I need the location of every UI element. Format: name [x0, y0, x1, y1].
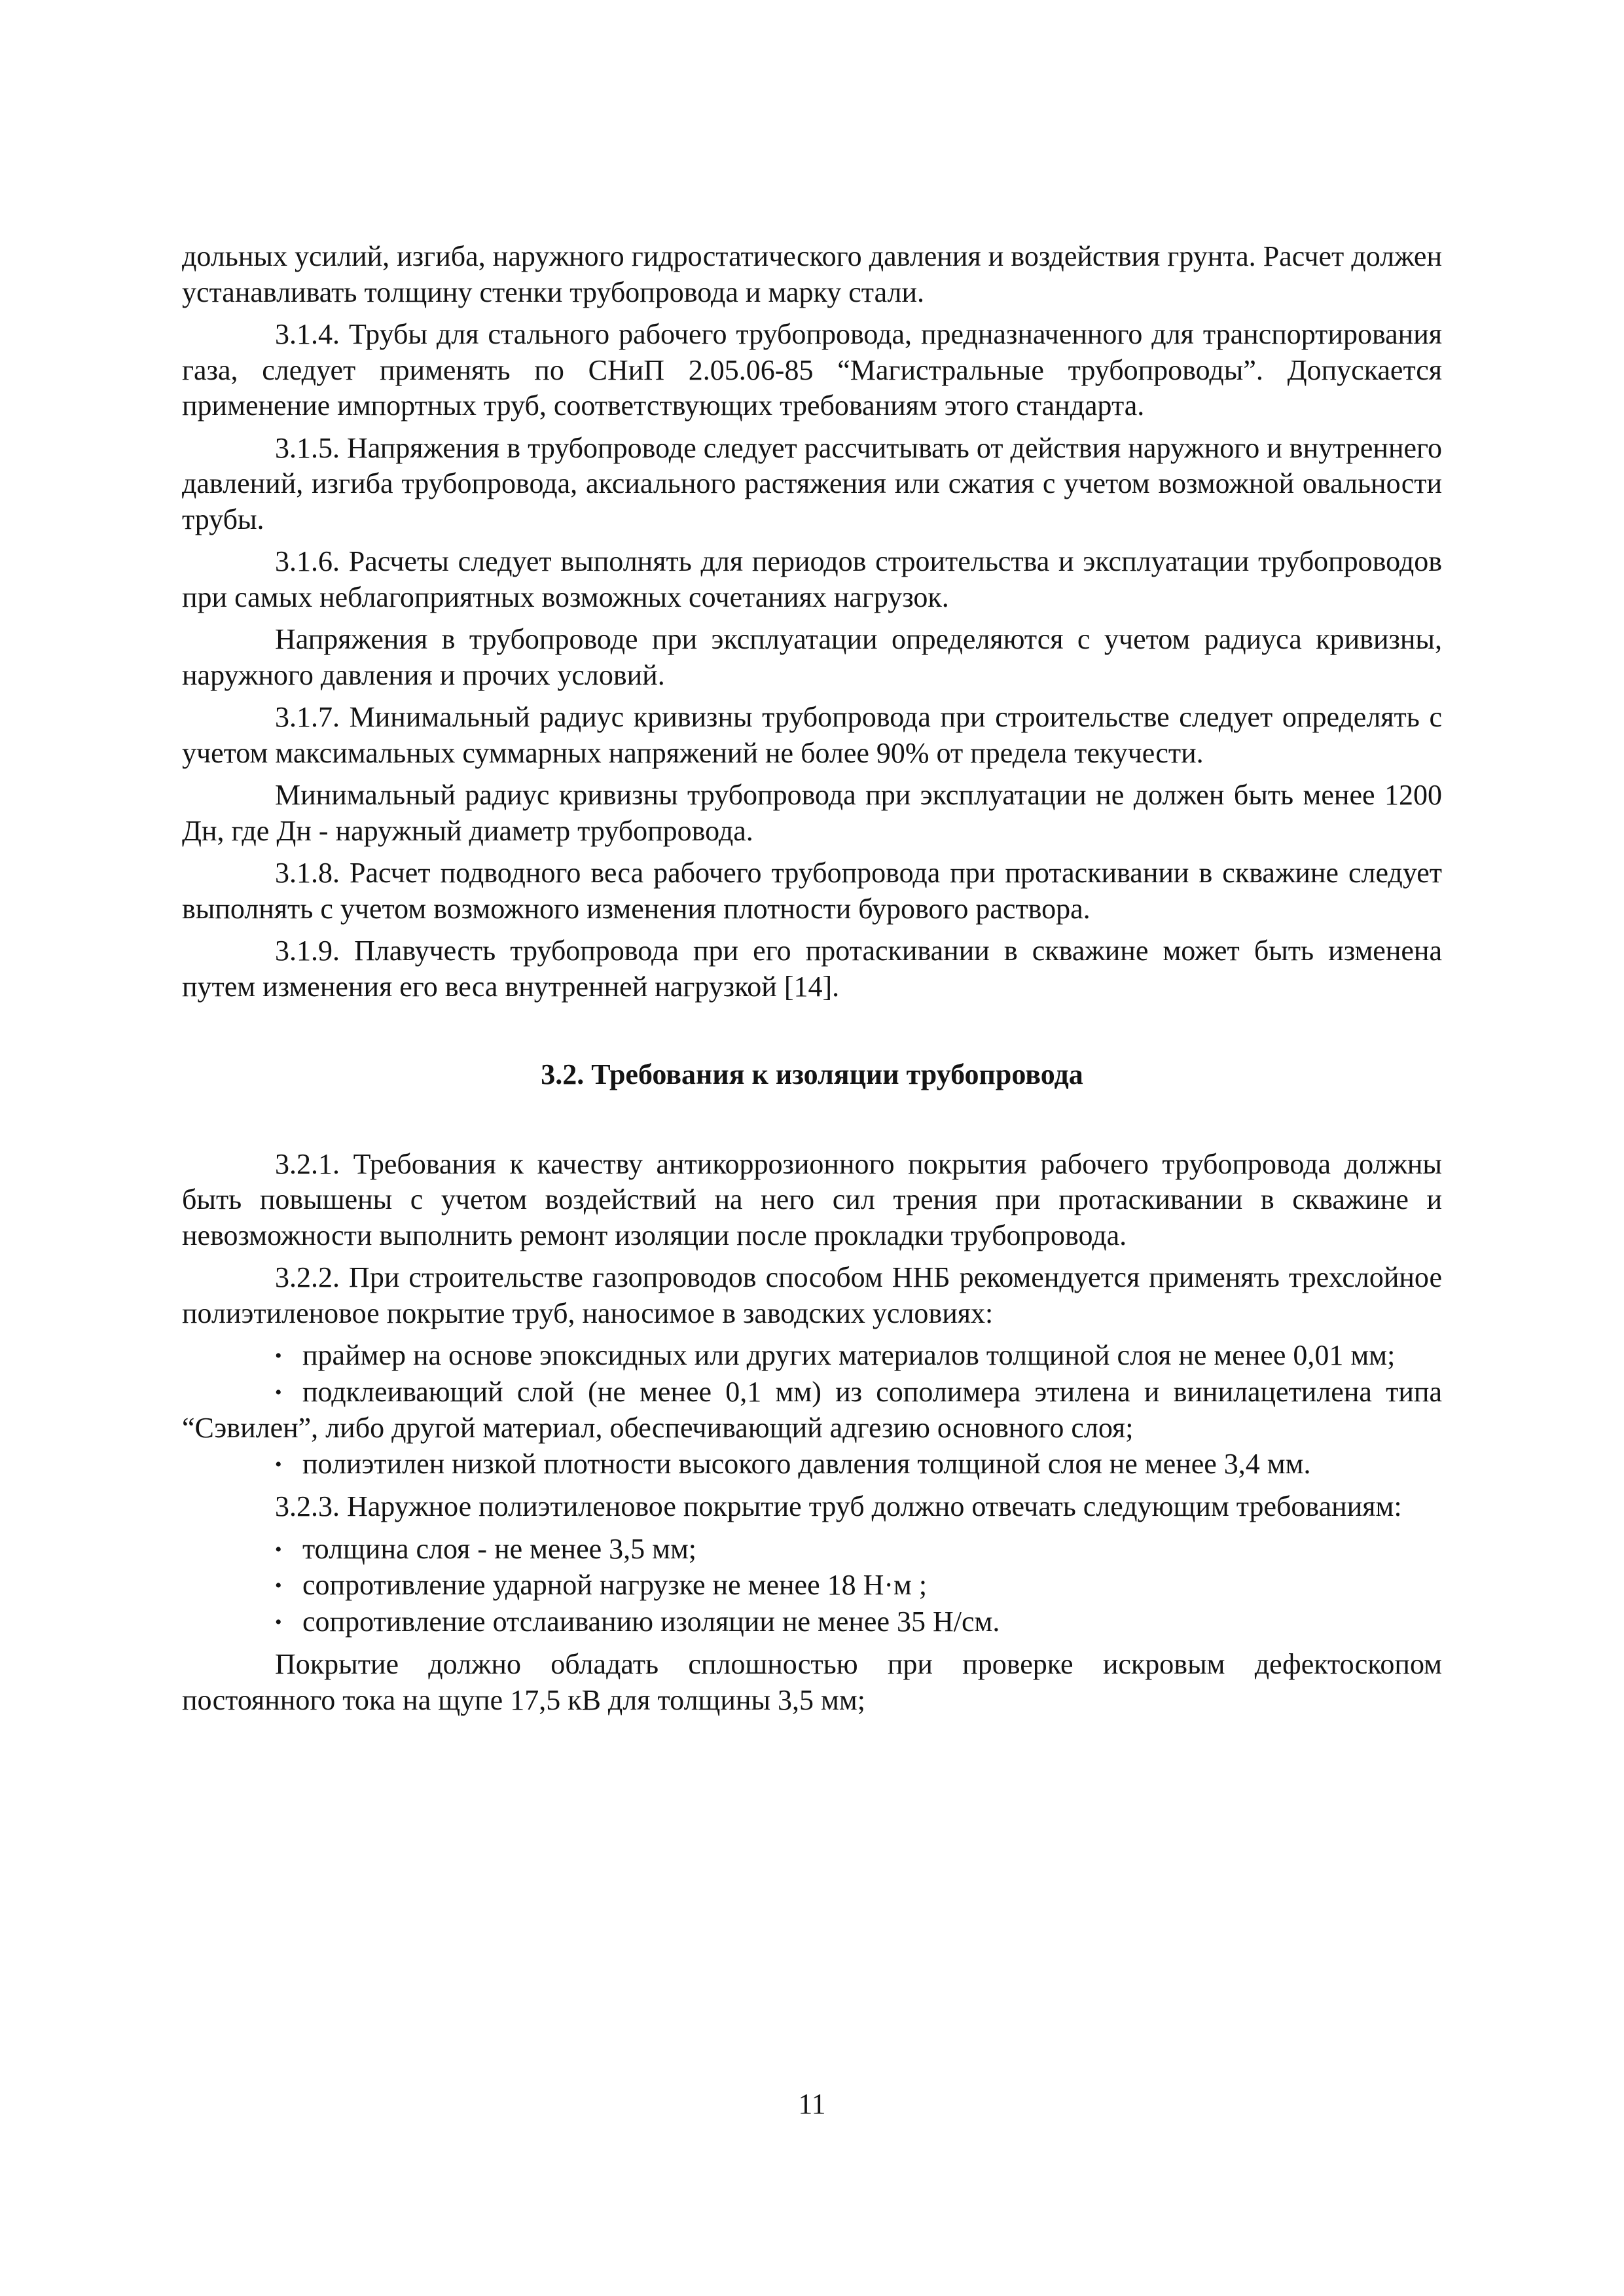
body-text	[182, 239, 1442, 1725]
list-item-text: полиэтилен низкой плотности высокого давления толщиной слоя не менее 3,4 мм.	[302, 1447, 1311, 1480]
list-item-text: праймер на основе эпоксидных или других материалов толщиной слоя не менее 0,01 мм;	[302, 1339, 1396, 1371]
paragraph-3-1-5: 3.1.5. Напряжения в трубопроводе следует рассчитывать от действия наружного и внутреннего давлений, изгиба трубопровода, аксиального растяжения или сжатия с учетом возможной овальности трубы.	[182, 431, 1442, 535]
paragraph-3-1-8: 3.1.8. Расчет подводного веса рабочего трубопровода при протаскивании в скважине следует выполнять с учетом возможного изменения плотности бурового раствора.	[182, 857, 1442, 925]
paragraph-coating-continuity: Покрытие должно обладать сплошностью при проверке искровым дефектоскопом постоянного тока на щупе 17,5 кВ для толщины 3,5 мм;	[182, 1648, 1442, 1716]
paragraph-3-1-7-operation: Минимальный радиус кривизны трубопровода при эксплуатации не должен быть менее 1200 Дн, где Дн - наружный диаметр трубопровода.	[182, 779, 1442, 847]
bullet-icon: •	[275, 1345, 282, 1367]
list-item	[182, 1374, 1442, 1446]
bullet-icon: •	[275, 1611, 282, 1633]
paragraph-3-2-2: 3.2.2. При строительстве газопроводов способом ННБ рекомендуется применять трехслойное полиэтиленовое покрытие труб, наносимое в заводских условиях:	[182, 1261, 1442, 1329]
list-item-text: сопротивление ударной нагрузке не менее 18 Н·м ;	[302, 1569, 928, 1601]
page-number: 11	[798, 2088, 826, 2120]
list-item	[182, 1446, 1442, 1483]
paragraph-3-2-3: 3.2.3. Наружное полиэтиленовое покрытие труб должно отвечать следующим требованиям:	[275, 1490, 1402, 1522]
paragraph-3-2-1: 3.2.1. Требования к качеству антикоррозионного покрытия рабочего трубопровода должны быть повышены с учетом воздействий на него сил трения при протаскивании в скважине и невозможности выполнить ремонт изоляции после прокладки трубопровода.	[182, 1147, 1442, 1251]
coating-layers-list	[182, 1338, 1442, 1482]
paragraph-3-1-4: 3.1.4. Трубы для стального рабочего трубопровода, предназначенного для транспортирования газа, следует применять по СНиП 2.05.06-85 “Магистральные трубопроводы”. Допускается применение импортных труб, соответствующих требованиям этого стандарта.	[182, 318, 1442, 422]
bullet-icon: •	[275, 1381, 282, 1403]
list-item	[182, 1604, 1442, 1641]
paragraph-3-1-7: 3.1.7. Минимальный радиус кривизны трубопровода при строительстве следует определять с учетом максимальных суммарных напряжений не более 90% от предела текучести.	[182, 701, 1442, 769]
paragraph-3-1-6-stresses: Напряжения в трубопроводе при эксплуатации определяются с учетом радиуса кривизны, наружного давления и прочих условий.	[182, 623, 1442, 691]
list-item	[182, 1568, 1442, 1604]
list-item	[182, 1338, 1442, 1374]
bullet-icon: •	[275, 1575, 282, 1596]
paragraph-3-1-9: 3.1.9. Плавучесть трубопровода при его протаскивании в скважине может быть изменена путем изменения его веса внутренней нагрузкой [14].	[182, 935, 1442, 1003]
paragraph-3-1-6: 3.1.6. Расчеты следует выполнять для периодов строительства и эксплуатации трубопроводов при самых неблагоприятных возможных сочетаниях нагрузок.	[182, 545, 1442, 613]
list-item-text: подклеивающий слой (не менее 0,1 мм) из сополимера этилена и винилацетилена типа “Сэвилен”, либо другой материал, обеспечивающий адгезию основного слоя;	[182, 1375, 1442, 1444]
coating-requirements-list	[182, 1532, 1442, 1641]
list-item	[182, 1532, 1442, 1568]
section-heading-3-2: 3.2. Требования к изоляции трубопровода	[541, 1058, 1083, 1090]
paragraph-continuation: дольных усилий, изгиба, наружного гидростатического давления и воздействия грунта. Расчет должен устанавливать толщину стенки трубопровода и марку стали.	[182, 240, 1442, 308]
bullet-icon: •	[275, 1453, 282, 1475]
list-item-text: толщина слоя - не менее 3,5 мм;	[302, 1532, 697, 1565]
list-item-text: сопротивление отслаиванию изоляции не менее 35 Н/см.	[302, 1605, 1000, 1638]
bullet-icon: •	[275, 1538, 282, 1560]
